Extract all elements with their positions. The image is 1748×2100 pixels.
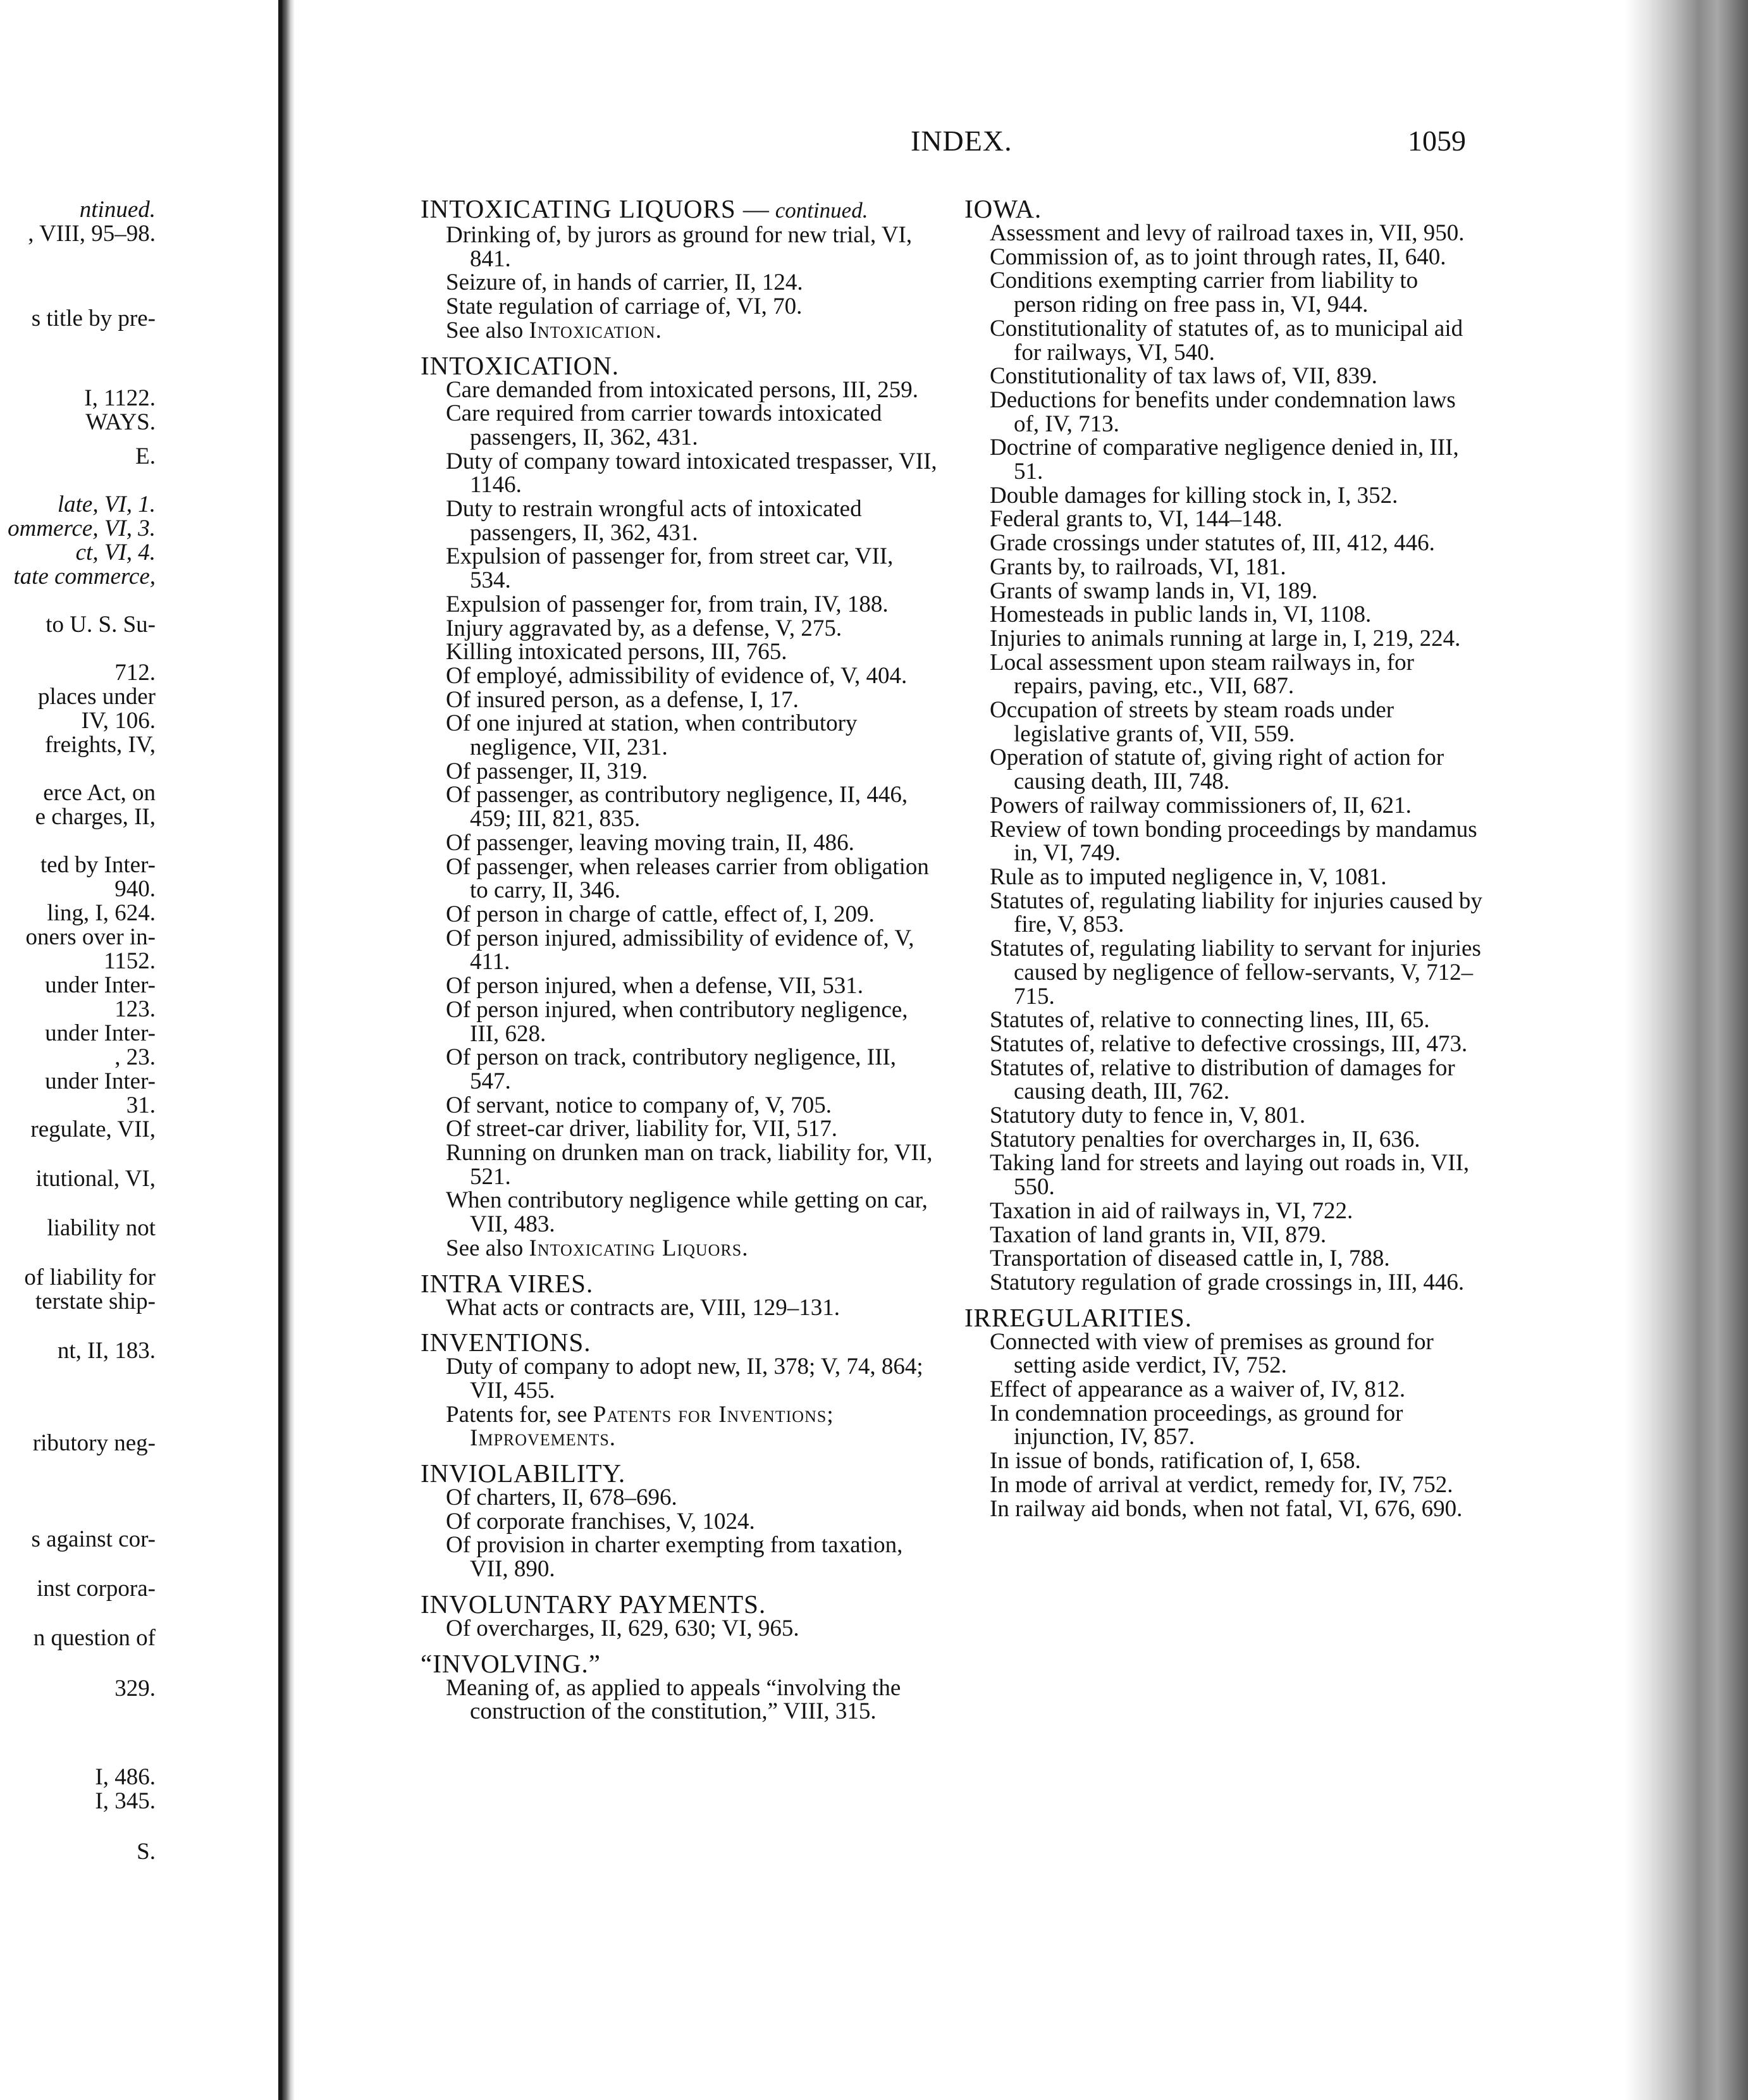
- running-head: INDEX.: [911, 125, 1012, 157]
- facing-page-fragment: e charges, II,: [35, 804, 156, 830]
- entry-heading: INVIOLABILITY.: [421, 1459, 626, 1488]
- subentry: Of employé, admissibility of evidence of, V, 404.: [446, 662, 908, 689]
- facing-page-fragment: n question of: [33, 1625, 156, 1651]
- cross-reference: Patents for Inventions; Improvements.: [470, 1401, 834, 1452]
- subentry: Statutes of, regulating liability for injuries caused by fire, V, 853.: [990, 887, 1482, 938]
- entry-heading: INTRA VIRES.: [421, 1268, 594, 1298]
- subentry: Of servant, notice to company of, V, 705.: [446, 1092, 832, 1118]
- facing-page-fragment: 31.: [126, 1092, 156, 1118]
- subentry: Injury aggravated by, as a defense, V, 275.: [446, 615, 842, 641]
- subentry: Deductions for benefits under condemnation laws of, IV, 713.: [990, 386, 1456, 437]
- facing-page-fragment: , 23.: [114, 1044, 156, 1070]
- subentry: Double damages for killing stock in, I, 352.: [990, 482, 1398, 509]
- index-entry: [421, 1330, 939, 1450]
- subentry: Injuries to animals running at large in, I, 219, 224.: [990, 625, 1461, 652]
- entry-heading: INVOLUNTARY PAYMENTS.: [421, 1589, 766, 1619]
- subentry: Patents for, see Patents for Inventions; Improvements.: [446, 1401, 834, 1452]
- subentry: Statutory duty to fence in, V, 801.: [990, 1102, 1306, 1129]
- subentry: Of insured person, as a defense, I, 17.: [446, 686, 799, 713]
- facing-page-fragment: 940.: [114, 876, 156, 902]
- subentry: See also Intoxicating Liquors.: [446, 1235, 749, 1261]
- index-entry: [421, 1268, 939, 1321]
- page-number: 1059: [1408, 125, 1466, 157]
- subentry: Statutes of, regulating liability to servant for injuries caused by negligence of fellow-servants, V, 712–715.: [990, 936, 1481, 1010]
- facing-page-fragment: of liability for: [24, 1264, 156, 1290]
- facing-page-fragment: 329.: [114, 1676, 156, 1702]
- facing-page-fragment: tate commerce,: [13, 564, 156, 590]
- entry-heading: IRREGULARITIES.: [964, 1302, 1193, 1332]
- facing-page-fragment: oners over in-: [25, 924, 156, 950]
- subentry: Commission of, as to joint through rates, II, 640.: [990, 244, 1446, 270]
- facing-page-fragment: nt, II, 183.: [57, 1338, 156, 1364]
- subentry: Expulsion of passenger for, from train, IV, 188.: [446, 591, 889, 617]
- continued-label: continued.: [769, 198, 868, 223]
- index-column-right: [964, 196, 1483, 1531]
- facing-page-fragment: to U. S. Su-: [46, 612, 156, 638]
- facing-page-fragment: under Inter-: [45, 1068, 156, 1094]
- cross-reference: Intoxication.: [529, 317, 662, 343]
- facing-page-fragment: 712.: [114, 660, 156, 686]
- facing-page-fragment: ling, I, 624.: [47, 900, 156, 926]
- facing-page: [0, 0, 282, 2100]
- facing-page-fragment: liability not: [47, 1215, 156, 1241]
- subentry: Constitutionality of statutes of, as to municipal aid for railways, VI, 540.: [990, 315, 1463, 366]
- index-entry: [964, 1302, 1483, 1522]
- facing-page-fragment: under Inter-: [45, 972, 156, 998]
- subentry: Seizure of, in hands of carrier, II, 124.: [446, 269, 803, 296]
- subentry: Meaning of, as applied to appeals “involving the construction of the constitution,” VIII, 315.: [446, 1674, 901, 1725]
- subentry: Of person in charge of cattle, effect of, I, 209.: [446, 901, 875, 927]
- subentry: Of corporate franchises, V, 1024.: [446, 1508, 755, 1535]
- subentry: In issue of bonds, ratification of, I, 658.: [990, 1448, 1361, 1474]
- subentry: Effect of appearance as a waiver of, IV, 812.: [990, 1376, 1406, 1403]
- entry-heading: INTOXICATING LIQUORS — continued.: [421, 194, 868, 223]
- subentry: Care demanded from intoxicated persons, III, 259.: [446, 376, 918, 403]
- subentry: Duty of company to adopt new, II, 378; V, 74, 864; VII, 455.: [446, 1354, 923, 1404]
- index-entry: [421, 1648, 939, 1725]
- facing-page-fragment: late, VI, 1.: [57, 491, 156, 517]
- subentry: Grants by, to railroads, VI, 181.: [990, 553, 1286, 580]
- subentry: Of person injured, when contributory negligence, III, 628.: [446, 996, 908, 1047]
- facing-page-fragment: places under: [38, 684, 156, 710]
- subentry: Review of town bonding proceedings by mandamus in, VI, 749.: [990, 816, 1477, 867]
- facing-page-fragment: ted by Inter-: [40, 852, 156, 878]
- subentry: Of charters, II, 678–696.: [446, 1485, 677, 1511]
- subentry: Statutory regulation of grade crossings in, III, 446.: [990, 1269, 1465, 1295]
- subentry: Of person on track, contributory negligence, III, 547.: [446, 1044, 896, 1094]
- subentry: Occupation of streets by steam roads under legislative grants of, VII, 559.: [990, 697, 1394, 747]
- subentry: Taxation of land grants in, VII, 879.: [990, 1221, 1327, 1248]
- subentry: In railway aid bonds, when not fatal, VI, 676, 690.: [990, 1495, 1463, 1522]
- subentry: Drinking of, by jurors as ground for new trial, VI, 841.: [446, 222, 913, 272]
- subentry: Of overcharges, II, 629, 630; VI, 965.: [446, 1615, 799, 1641]
- subentry: Constitutionality of tax laws of, VII, 839.: [990, 363, 1377, 390]
- facing-page-fragment: ributory neg-: [32, 1430, 156, 1456]
- facing-page-fragment: terstate ship-: [35, 1288, 156, 1314]
- subentry: Of street-car driver, liability for, VII, 517.: [446, 1116, 837, 1142]
- cross-reference: Intoxicating Liquors.: [529, 1235, 749, 1261]
- entry-heading: INTOXICATION.: [421, 350, 620, 380]
- subentry: Of passenger, as contributory negligence, II, 446, 459; III, 821, 835.: [446, 782, 908, 832]
- facing-page-fragment: ntinued.: [79, 197, 156, 223]
- facing-page-fragment: S.: [137, 1839, 156, 1865]
- index-entry: [421, 1461, 939, 1581]
- subentry: State regulation of carriage of, VI, 70.: [446, 293, 803, 320]
- subentry: In condemnation proceedings, as ground for injunction, IV, 857.: [990, 1400, 1403, 1450]
- facing-page-fragment: 123.: [114, 996, 156, 1022]
- subentry: Operation of statute of, giving right of action for causing death, III, 748.: [990, 744, 1444, 795]
- subentry: Care required from carrier towards intoxicated passengers, II, 362, 431.: [446, 400, 882, 450]
- entry-heading: INVENTIONS.: [421, 1328, 591, 1357]
- subentry: Of passenger, leaving moving train, II, 486.: [446, 829, 854, 856]
- facing-page-fragment: regulate, VII,: [30, 1116, 156, 1142]
- index-entry: [421, 196, 939, 343]
- subentry: Statutes of, relative to distribution of damages for causing death, III, 762.: [990, 1054, 1455, 1105]
- subentry: Of person injured, admissibility of evidence of, V, 411.: [446, 925, 914, 975]
- subentry: Taxation in aid of railways in, VI, 722.: [990, 1197, 1353, 1224]
- subentry: Doctrine of comparative negligence denied in, III, 51.: [990, 435, 1459, 485]
- facing-page-fragment: under Inter-: [45, 1020, 156, 1046]
- index-column-left: [421, 196, 939, 1734]
- subentry: Local assessment upon steam railways in, for repairs, paving, etc., VII, 687.: [990, 649, 1414, 700]
- facing-page-fragment: s against cor-: [31, 1526, 156, 1552]
- facing-page-fragment: , VIII, 95–98.: [28, 221, 156, 247]
- subentry: Connected with view of premises as ground for setting aside verdict, IV, 752.: [990, 1328, 1434, 1379]
- subentry: Homesteads in public lands in, VI, 1108.: [990, 602, 1372, 628]
- facing-page-fragment: itutional, VI,: [35, 1166, 156, 1192]
- subentry: Of one injured at station, when contributory negligence, VII, 231.: [446, 710, 858, 761]
- entry-heading: “INVOLVING.”: [421, 1648, 601, 1678]
- subentry: Grants of swamp lands in, VI, 189.: [990, 578, 1318, 604]
- subentry: Duty of company toward intoxicated trespasser, VII, 1146.: [446, 448, 937, 498]
- facing-page-fragment: E.: [135, 443, 156, 469]
- subentry: Conditions exempting carrier from liability to person riding on free pass in, VI, 944.: [990, 268, 1419, 318]
- subentry: Assessment and levy of railroad taxes in, VII, 950.: [990, 220, 1465, 246]
- subentry: When contributory negligence while getting on car, VII, 483.: [446, 1187, 928, 1238]
- subentry: Of person injured, when a defense, VII, 531.: [446, 973, 863, 999]
- facing-page-fragment: I, 486.: [95, 1764, 156, 1790]
- subentry: Statutory penalties for overcharges in, II, 636.: [990, 1126, 1420, 1152]
- subentry: Running on drunken man on track, liability for, VII, 521.: [446, 1140, 933, 1190]
- subentry: Statutes of, relative to defective crossings, III, 473.: [990, 1030, 1468, 1057]
- index-entry: [421, 1591, 939, 1641]
- facing-page-fragment: I, 345.: [95, 1788, 156, 1814]
- facing-page-fragment: I, 1122.: [84, 385, 156, 411]
- facing-page-fragment: s title by pre-: [31, 306, 156, 331]
- facing-page-fragment: WAYS.: [85, 409, 156, 435]
- index-entry: [421, 350, 939, 1261]
- facing-page-fragment: ommerce, VI, 3.: [8, 516, 156, 541]
- facing-page-fragment: inst corpora-: [36, 1576, 156, 1602]
- facing-page-fragment: 1152.: [104, 948, 156, 974]
- subentry: What acts or contracts are, VIII, 129–131.: [446, 1294, 840, 1321]
- subentry: Expulsion of passenger for, from street car, VII, 534.: [446, 543, 894, 594]
- facing-page-fragment: erce Act, on: [43, 780, 156, 806]
- subentry: In mode of arrival at verdict, remedy for, IV, 752.: [990, 1471, 1453, 1498]
- subentry: Taking land for streets and laying out roads in, VII, 550.: [990, 1150, 1470, 1201]
- subentry: Statutes of, relative to connecting lines, III, 65.: [990, 1007, 1430, 1034]
- subentry: Duty to restrain wrongful acts of intoxicated passengers, II, 362, 431.: [446, 496, 862, 546]
- page-edge-shadow: [1625, 0, 1748, 2100]
- facing-page-fragment: ct, VI, 4.: [75, 540, 156, 565]
- subentry: Killing intoxicated persons, III, 765.: [446, 639, 787, 665]
- facing-page-fragment: freights, IV,: [44, 732, 156, 758]
- subentry: See also Intoxication.: [446, 317, 662, 343]
- page-gutter: [282, 0, 295, 2100]
- subentry: Transportation of diseased cattle in, I, 788.: [990, 1245, 1390, 1272]
- subentry: Of passenger, when releases carrier from obligation to carry, II, 346.: [446, 853, 929, 904]
- subentry: Federal grants to, VI, 144–148.: [990, 506, 1283, 533]
- index-entry: [964, 196, 1483, 1295]
- subentry: Of passenger, II, 319.: [446, 758, 648, 784]
- subentry: Rule as to imputed negligence in, V, 1081.: [990, 863, 1387, 890]
- facing-page-fragment: IV, 106.: [81, 708, 156, 734]
- subentry: Powers of railway commissioners of, II, 621.: [990, 792, 1412, 818]
- subentry: Of provision in charter exempting from taxation, VII, 890.: [446, 1532, 903, 1583]
- subentry: Grade crossings under statutes of, III, 412, 446.: [990, 530, 1435, 557]
- entry-heading: IOWA.: [964, 194, 1042, 223]
